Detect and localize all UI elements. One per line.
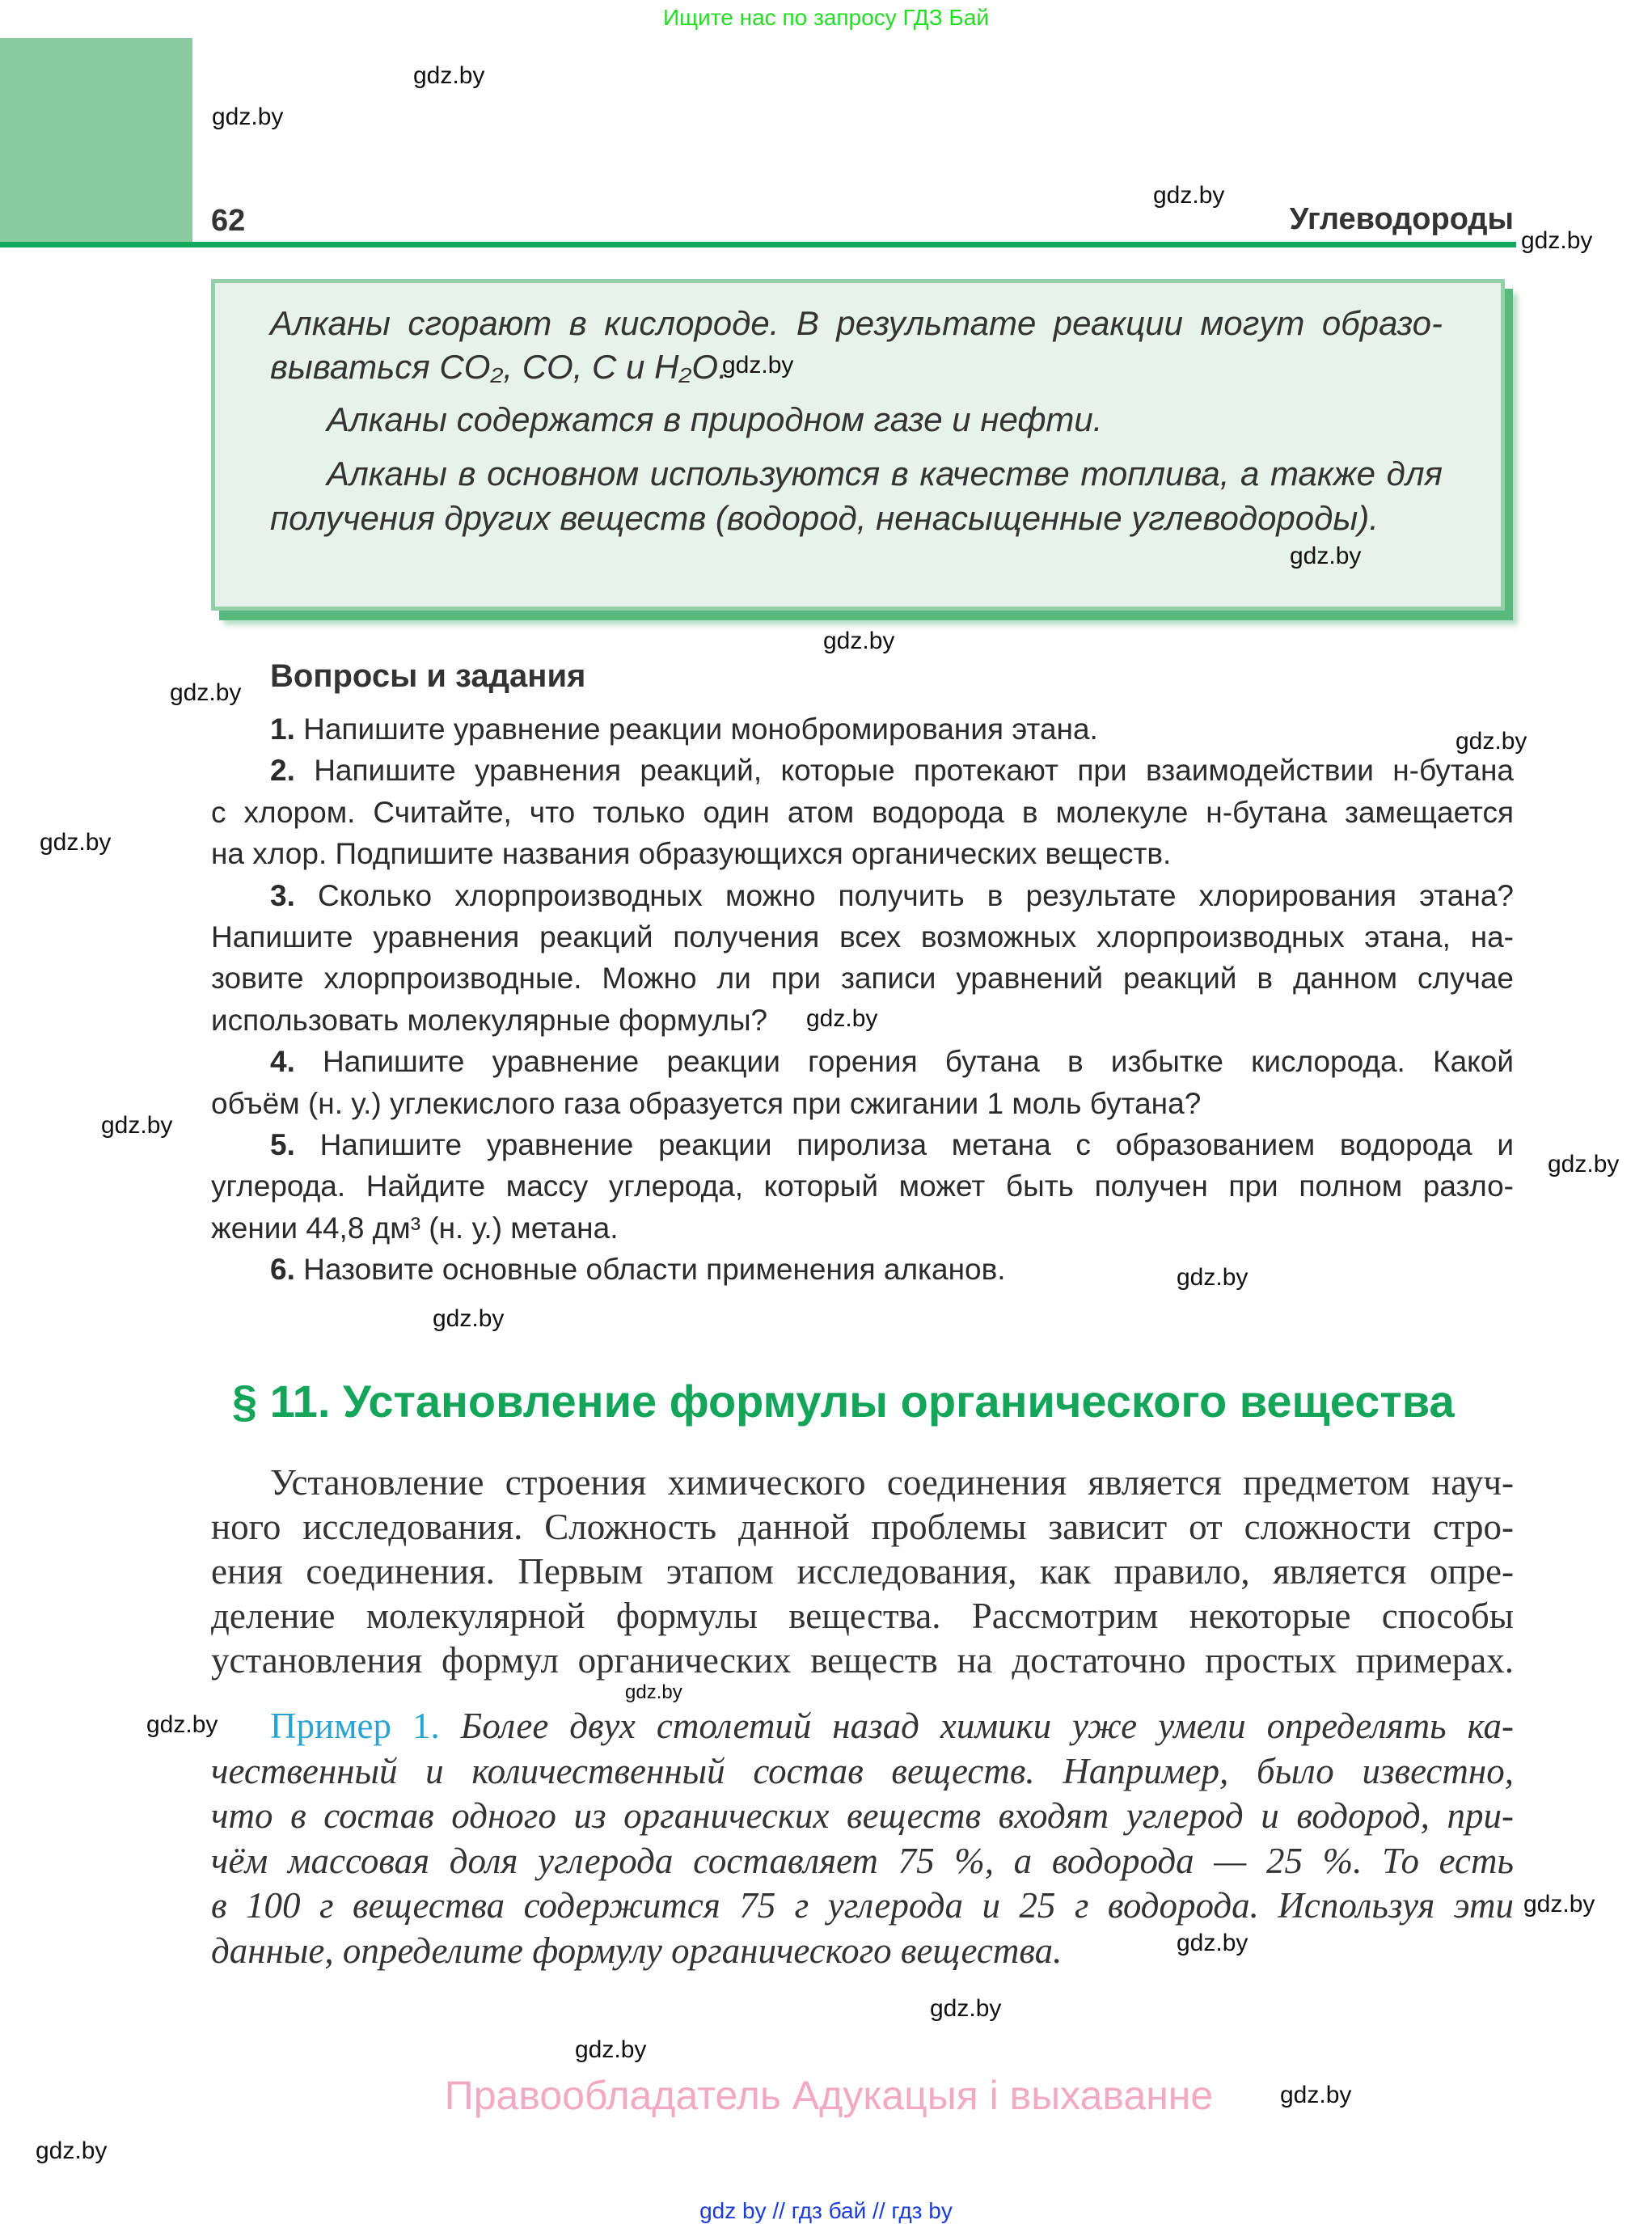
watermark-gdz-by: gdz.by	[1153, 182, 1225, 209]
question-line	[211, 833, 1514, 875]
question-text: углерода. Найдите массу углерода, который может быть получен при полном разло-	[211, 1169, 1514, 1203]
question-text: Напишите уравнения реакций, которые протекают при взаимодействии н-бутана	[294, 754, 1514, 788]
watermark-gdz-by: gdz.by	[823, 628, 895, 654]
watermark-gdz-by: gdz.by	[625, 1681, 682, 1703]
watermark-gdz-by: gdz.by	[1290, 543, 1362, 569]
question-text: Назовите основные области применения алканов.	[294, 1253, 1006, 1287]
footer-links	[0, 2198, 1652, 2224]
footer-separator: //	[872, 2198, 885, 2223]
copyright-notice: Правообладатель Адукацыя і выхаванне	[444, 2073, 1214, 2118]
watermark-gdz-by: gdz.by	[1548, 1151, 1620, 1178]
watermark-gdz-by: gdz.by	[1521, 227, 1593, 254]
question-text: с хлором. Считайте, что только один атом водорода в молекуле н-бутана замещается	[211, 795, 1514, 829]
summary-line: Алканы в основном используются в качестве топлива, а также для	[327, 455, 1443, 493]
question-number: 6.	[270, 1253, 295, 1287]
example-text: чественный и количественный состав веществ. Например, было известно,	[211, 1750, 1514, 1791]
question-text: на хлор. Подпишите названия образующихся органических веществ.	[211, 837, 1172, 871]
section-heading: § 11. Установление формулы органического вещества	[232, 1376, 1455, 1427]
question-text: использовать молекулярные формулы?	[211, 1003, 768, 1037]
example-line	[211, 1795, 1514, 1837]
watermark-gdz-by: gdz.by	[806, 1005, 878, 1032]
question-text: жении 44,8 дм³ (н. у.) метана.	[211, 1211, 619, 1245]
example-line	[211, 1750, 1514, 1792]
question-text: Напишите уравнение реакции монобромирования этана.	[294, 712, 1098, 746]
search-banner: Ищите нас по запросу ГДЗ Бай	[662, 5, 990, 30]
watermark-gdz-by: gdz.by	[40, 829, 112, 856]
intro-line: установления формул органических веществ на достаточно простых примерах.	[211, 1640, 1514, 1681]
intro-line: ного исследования. Сложность данной проблемы зависит от сложности стро-	[211, 1507, 1514, 1547]
question-number: 1.	[270, 712, 295, 746]
question-text: Напишите уравнение реакции пиролиза метана с образованием водорода и	[294, 1128, 1514, 1161]
watermark-gdz-by: gdz.by	[1177, 1930, 1249, 1956]
intro-line: ения соединения. Первым этапом исследования, как правило, является опре-	[211, 1551, 1514, 1592]
example-text: данные, определите формулу органического вещества.	[211, 1930, 1063, 1971]
question-line	[270, 1041, 1514, 1083]
watermark-gdz-by: gdz.by	[146, 1711, 218, 1738]
watermark-gdz-by: gdz.by	[930, 1995, 1002, 2022]
watermark-gdz-by: gdz.by	[722, 352, 794, 378]
question-line	[211, 1165, 1514, 1207]
question-line	[270, 875, 1514, 917]
question-text: Напишите уравнения реакций получения всех возможных хлорпроизводных этана, на-	[211, 920, 1514, 953]
footer-link-gdz-by-2[interactable]: гдз by	[891, 2198, 953, 2223]
example-line	[270, 1705, 1514, 1747]
example-text: в 100 г вещества содержится 75 г углерода и 25 г водорода. Используя эти	[211, 1885, 1514, 1926]
watermark-gdz-by: gdz.by	[1523, 1891, 1595, 1917]
question-text: зовите хлорпроизводные. Можно ли при записи уравнений реакций в данном случае	[211, 962, 1514, 996]
watermark-gdz-by: gdz.by	[433, 1305, 505, 1332]
watermark-gdz-by: gdz.by	[413, 62, 485, 89]
summary-line: Алканы содержатся в природном газе и нефти.	[327, 400, 1103, 438]
header-rule	[0, 242, 1516, 247]
example-text: Более двух столетий назад химики уже умели определять ка-	[439, 1706, 1514, 1746]
watermark-gdz-by: gdz.by	[575, 2036, 647, 2063]
example-line	[211, 1930, 1514, 1972]
example-line	[211, 1884, 1514, 1926]
footer-link-gdz-by[interactable]: gdz by	[699, 2198, 767, 2223]
question-text: Сколько хлорпроизводных можно получить в результате хлорирования этана?	[294, 878, 1514, 912]
page-corner-block	[0, 38, 192, 245]
summary-line: вываться CO₂, CO, C и H₂O.	[270, 348, 728, 386]
question-line	[211, 916, 1514, 958]
questions-title: Вопросы и задания	[270, 658, 586, 694]
example-line	[211, 1840, 1514, 1882]
footer-separator: //	[772, 2198, 785, 2223]
intro-line: деление молекулярной формулы вещества. Рассмотрим некоторые способы	[211, 1596, 1514, 1636]
watermark-gdz-by: gdz.by	[212, 104, 284, 130]
watermark-gdz-by: gdz.by	[36, 2137, 108, 2164]
question-number: 2.	[270, 754, 295, 788]
example-text: что в состав одного из органических веществ входят углерод и водород, при-	[211, 1795, 1514, 1837]
watermark-gdz-by: gdz.by	[1280, 2082, 1352, 2108]
summary-line: получения других веществ (водород, ненасыщенные углеводороды).	[270, 499, 1379, 537]
question-line	[270, 750, 1514, 792]
summary-line: Алканы сгорают в кислороде. В результате реакции могут образо-	[270, 304, 1443, 342]
question-line	[270, 708, 1514, 750]
running-title: Углеводороды	[1289, 202, 1514, 236]
watermark-gdz-by: gdz.by	[101, 1112, 173, 1139]
question-line	[211, 1207, 1514, 1249]
question-line	[211, 958, 1514, 1000]
question-number: 4.	[270, 1045, 295, 1079]
question-number: 5.	[270, 1128, 295, 1161]
question-line	[211, 1083, 1514, 1125]
watermark-gdz-by: gdz.by	[170, 679, 242, 706]
question-text: объём (н. у.) углекислого газа образуется при сжигании 1 моль бутана?	[211, 1086, 1202, 1120]
intro-line: Установление строения химического соединения является предметом науч-	[270, 1462, 1514, 1503]
question-text: Напишите уравнение реакции горения бутана в избытке кислорода. Какой	[294, 1045, 1514, 1079]
page-number: 62	[211, 204, 246, 238]
watermark-gdz-by: gdz.by	[1456, 728, 1527, 755]
example-label: Пример 1.	[270, 1706, 440, 1746]
footer-link-gdz-bai[interactable]: гдз бай	[791, 2198, 867, 2223]
question-number: 3.	[270, 878, 295, 912]
question-line	[211, 792, 1514, 834]
question-line	[270, 1124, 1514, 1166]
question-line	[270, 1249, 1514, 1291]
example-text: чём массовая доля углерода составляет 75 %, а водорода — 25 %. То есть	[211, 1840, 1514, 1881]
watermark-gdz-by: gdz.by	[1177, 1264, 1249, 1291]
